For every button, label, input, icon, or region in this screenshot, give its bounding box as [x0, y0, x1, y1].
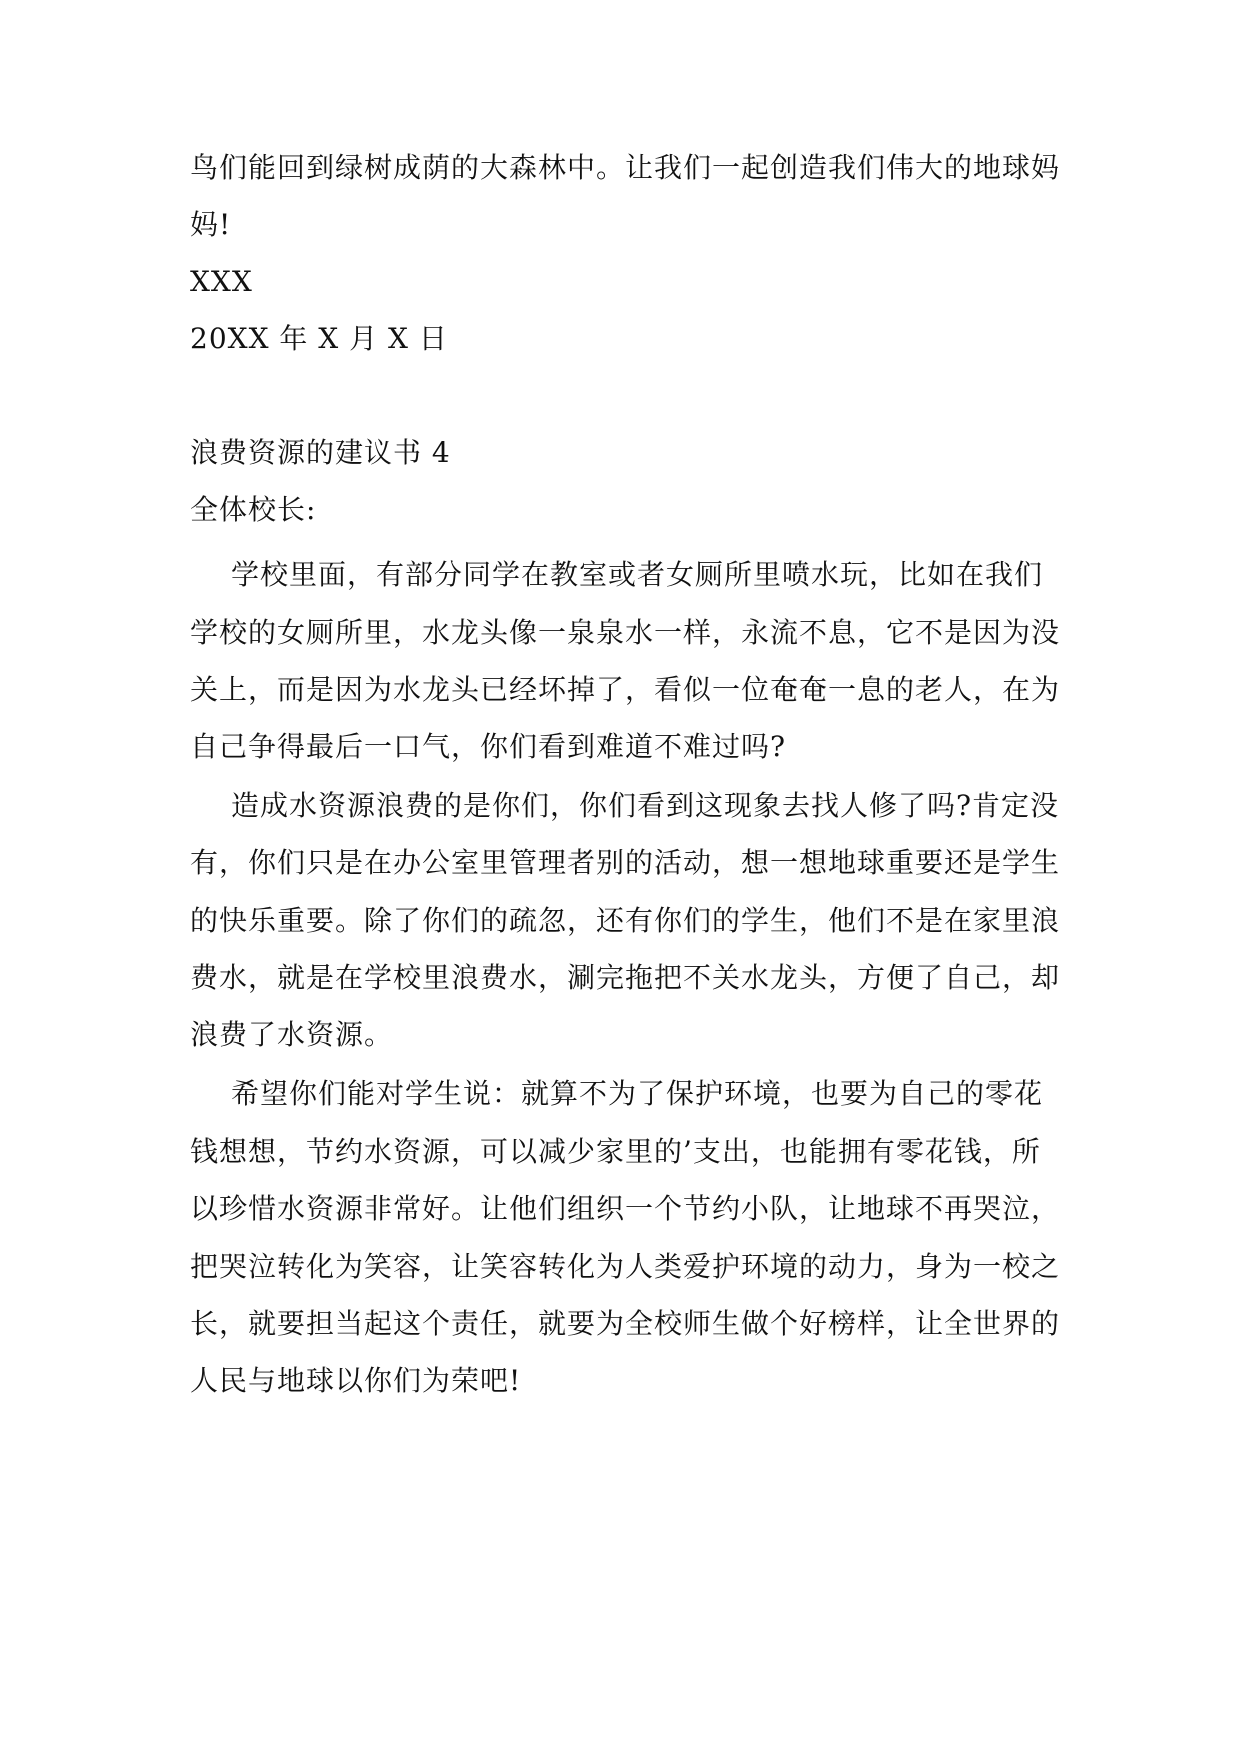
paragraph-1-line: 关上，而是因为水龙头已经坏掉了，看似一位奄奄一息的老人，在为: [190, 673, 1061, 706]
paragraph-3-line: 长，就要担当起这个责任，就要为全校师生做个好榜样，让全世界的: [190, 1307, 1061, 1340]
paragraph-3-line: 钱想想，节约水资源，可以减少家里的’支出，也能拥有零花钱，所: [190, 1135, 1041, 1168]
paragraph-2-line: 有，你们只是在办公室里管理者别的活动，想一想地球重要还是学生: [190, 846, 1061, 879]
paragraph-2-line: 费水，就是在学校里浪费水，涮完拖把不关水龙头，方便了自己，却: [190, 961, 1061, 994]
date: 20XX 年 X 月 X 日: [190, 322, 448, 355]
paragraph-1-line: 自己争得最后一口气，你们看到难道不难过吗?: [190, 730, 787, 763]
paragraph-2-line: 浪费了水资源。: [190, 1018, 394, 1051]
text-line: 妈!: [190, 208, 232, 241]
paragraph-1-line: 学校的女厕所里，水龙头像一泉泉水一样，永流不息，它不是因为没: [190, 616, 1061, 649]
paragraph-2-line: 造成水资源浪费的是你们，你们看到这现象去找人修了吗?肯定没: [231, 789, 1060, 822]
section-title: 浪费资源的建议书 4: [190, 436, 451, 469]
paragraph-3-line: 以珍惜水资源非常好。让他们组织一个节约小队，让地球不再哭泣，: [190, 1192, 1061, 1225]
salutation: 全体校长:: [190, 493, 317, 526]
paragraph-3-line: 把哭泣转化为笑容，让笑容转化为人类爱护环境的动力，身为一校之: [190, 1250, 1061, 1283]
signature: XXX: [190, 265, 253, 298]
text-line: 鸟们能回到绿树成荫的大森林中。让我们一起创造我们伟大的地球妈: [190, 151, 1061, 184]
paragraph-3-line: 人民与地球以你们为荣吧!: [190, 1364, 522, 1397]
paragraph-3-line: 希望你们能对学生说：就算不为了保护环境，也要为自己的零花: [231, 1077, 1044, 1110]
paragraph-1-line: 学校里面，有部分同学在教室或者女厕所里喷水玩，比如在我们: [231, 558, 1044, 591]
paragraph-2-line: 的快乐重要。除了你们的疏忽，还有你们的学生，他们不是在家里浪: [190, 904, 1061, 937]
